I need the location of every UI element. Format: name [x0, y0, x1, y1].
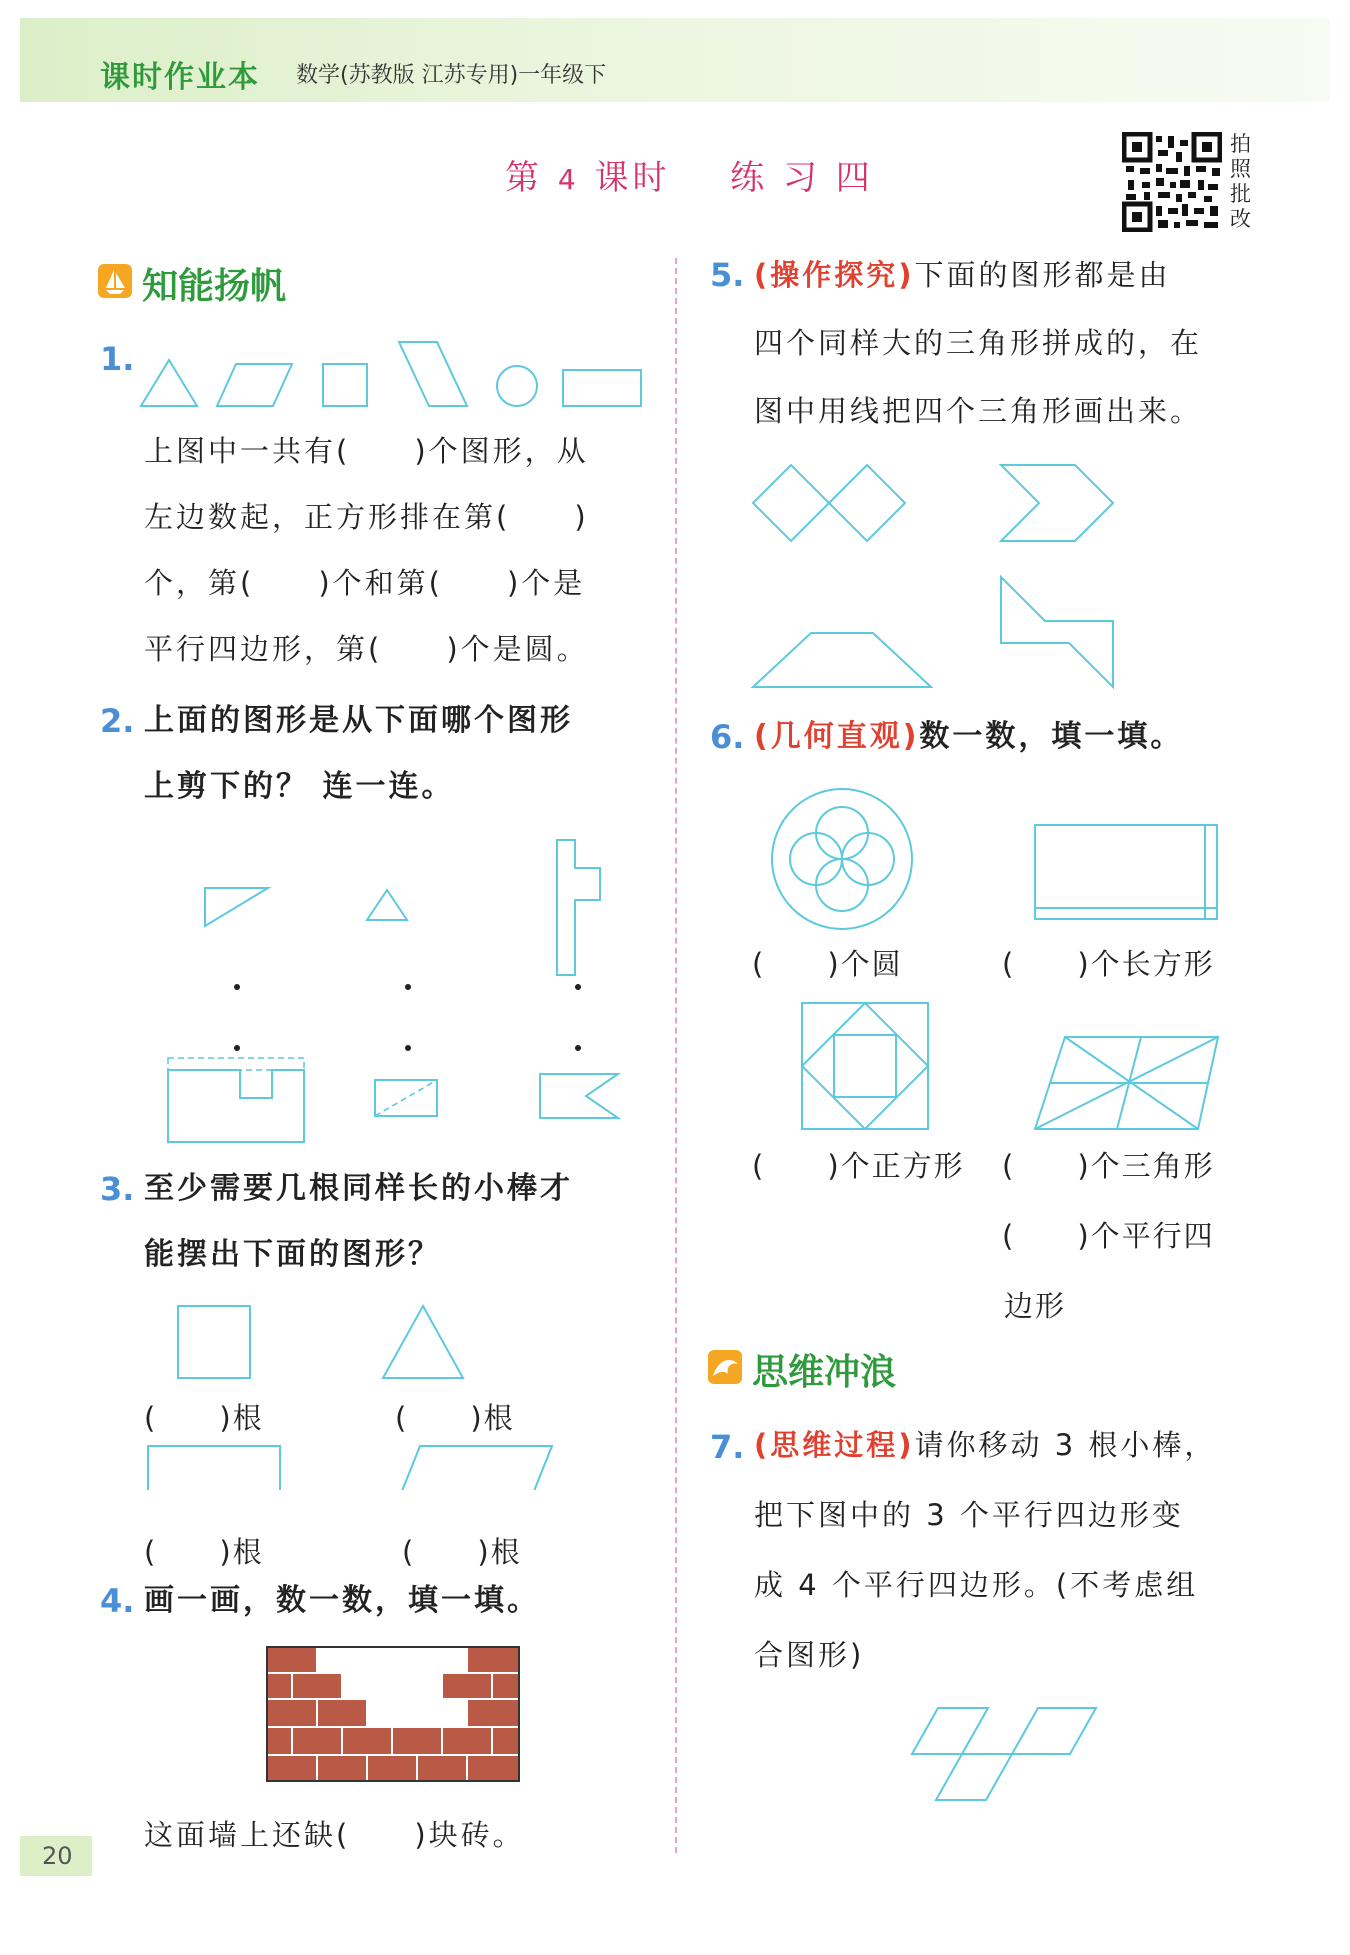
q5-diamond-right [829, 465, 905, 541]
q6-inner-circle [842, 833, 894, 885]
q5-diamond-left [753, 465, 829, 541]
q6-inner-circle [816, 807, 868, 859]
q3-parallelogram [396, 1446, 552, 1490]
q5-text-line-1-body: 下面的图形都是由 [914, 258, 1171, 292]
lesson-title [505, 150, 874, 199]
q1-text-line-3: 个，第( )个和第( )个是 [144, 566, 586, 600]
book-title: 课时作业本 [100, 60, 260, 95]
q4-text-line-1: 画一画，数一数，填一填。 [144, 1583, 540, 1618]
question-number: 5. [710, 256, 745, 294]
section-title-zhineng: 知能扬帆 [142, 266, 287, 307]
qr-label-char: 拍 [1230, 132, 1251, 156]
q1-square [323, 364, 367, 406]
q6-blank-triangle[interactable]: ( )个三角形 [1002, 1149, 1215, 1183]
lesson-name: 练 习 四 [730, 158, 874, 198]
q1-circle [497, 366, 537, 406]
sailboat-icon [98, 264, 132, 298]
question-number: 2. [100, 702, 135, 740]
q7-parallelogram-1 [912, 1708, 988, 1754]
qr-code-icon[interactable] [1122, 132, 1222, 232]
q5-zigzag [1001, 577, 1113, 687]
q6-inner-circle [790, 833, 842, 885]
q3-triangle [383, 1306, 463, 1378]
q1-shapes-figure [135, 338, 645, 412]
lesson-prefix: 第 [505, 158, 543, 198]
q6-tag: (几何直观) [754, 719, 920, 754]
q3-square [178, 1306, 250, 1378]
q2-dot [405, 1045, 411, 1051]
q6-text-line-1-body: 数一数，填一填。 [919, 719, 1184, 754]
q2-piece-right-triangle [205, 888, 268, 926]
q7-parallelogram-middle [962, 1708, 1038, 1754]
q6-inner-square [834, 1035, 896, 1097]
q5-text-line-1 [754, 242, 1171, 308]
column-divider [675, 258, 677, 1853]
book-subtitle: 数学(苏教版 江苏专用)一年级下 [296, 63, 607, 88]
q4-answer-line: 这面墙上还缺( )块砖。 [144, 1818, 525, 1852]
q2-dot [575, 1045, 581, 1051]
q3-blank-parallelogram[interactable]: ( )根 [402, 1535, 522, 1569]
q5-trapezoid [753, 633, 931, 687]
q5-text-line-3: 图中用线把四个三角形画出来。 [754, 394, 1203, 428]
wave-icon [708, 1350, 742, 1384]
question-number: 6. [710, 718, 745, 756]
q2-piece-notched-strip [557, 840, 600, 975]
qr-label-char: 改 [1230, 207, 1251, 231]
q2-shape-notched-rect [168, 1070, 304, 1142]
q5-triangle-figures [745, 455, 1125, 695]
page-number: 20 [42, 1842, 73, 1870]
q2-dot [234, 1045, 240, 1051]
qr-label-char: 照 [1230, 157, 1251, 181]
qr-label [1230, 132, 1254, 232]
q1-text-line-4: 平行四边形，第( )个是圆。 [144, 632, 589, 666]
question-number: 3. [100, 1170, 135, 1208]
q1-rectangle [563, 370, 641, 406]
q1-parallelogram-1 [217, 364, 292, 406]
q2-matching-figure [150, 830, 630, 1150]
q3-text-line-2: 能摆出下面的图形？ [144, 1237, 441, 1272]
q6-outer-square [802, 1003, 928, 1129]
q6-blank-circle[interactable]: ( )个圆 [752, 947, 903, 981]
q5-chevron [1001, 465, 1113, 541]
lesson-suffix: 课时 [594, 158, 671, 198]
q7-text-line-4: 合图形) [754, 1638, 865, 1672]
q3-blank-triangle[interactable]: ( )根 [395, 1401, 515, 1435]
q2-text-line-1: 上面的图形是从下面哪个图形 [144, 703, 573, 738]
q3-blank-square[interactable]: ( )根 [144, 1401, 264, 1435]
q3-text-line-1: 至少需要几根同样长的小棒才 [144, 1171, 573, 1206]
q2-dashed-diagonal [375, 1080, 437, 1116]
q7-parallelogram-2 [1012, 1708, 1096, 1754]
q2-piece-small-triangle [367, 890, 407, 920]
q1-text-line-2: 左边数起，正方形排在第( ) [144, 500, 589, 534]
section-title-siwei: 思维冲浪 [752, 1352, 897, 1393]
q2-dot [405, 984, 411, 990]
q7-text-line-1-body: 请你移动 3 根小棒， [914, 1428, 1217, 1462]
qr-label-char: 批 [1230, 182, 1251, 206]
question-number: 7. [710, 1428, 745, 1466]
q7-text-line-3: 成 4 个平行四边形。(不考虑组 [754, 1568, 1199, 1602]
q7-text-line-1 [754, 1412, 1216, 1478]
q2-shape-rect-notch [540, 1074, 618, 1118]
q7-tag: (思维过程) [754, 1428, 915, 1462]
q2-text-line-2: 上剪下的？ 连一连。 [144, 769, 455, 804]
q6-inner-circle [816, 859, 868, 911]
q2-dot [234, 984, 240, 990]
q1-triangle [141, 360, 197, 406]
q2-dot [575, 984, 581, 990]
q5-text-line-2: 四个同样大的三角形拼成的，在 [754, 326, 1203, 360]
q6-blank-parallelogram-cont: 边形 [1004, 1289, 1067, 1323]
q7-text-line-2: 把下图中的 3 个平行四边形变 [754, 1498, 1184, 1532]
q6-big-rectangle [1035, 825, 1217, 919]
q2-dashed-cutout [168, 1058, 304, 1070]
q3-rectangle [148, 1446, 280, 1490]
q3-stick-shapes-figure [140, 1300, 560, 1490]
q7-parallelogram-3 [936, 1754, 1012, 1800]
lesson-number: 4 [557, 163, 580, 196]
q6-blank-parallelogram[interactable]: ( )个平行四 [1002, 1219, 1215, 1253]
q6-blank-square[interactable]: ( )个正方形 [752, 1149, 965, 1183]
q1-text-line-1: 上图中一共有( )个图形，从 [144, 434, 589, 468]
q5-tag: (操作探究) [754, 258, 915, 292]
q7-stick-parallelograms [900, 1700, 1110, 1810]
q6-blank-rectangle[interactable]: ( )个长方形 [1002, 947, 1215, 981]
question-number: 1. [100, 340, 135, 378]
q3-blank-rectangle[interactable]: ( )根 [144, 1535, 264, 1569]
question-number: 4. [100, 1582, 135, 1620]
q6-diamond [802, 1003, 928, 1129]
q1-parallelogram-2 [399, 342, 467, 406]
q4-brick-wall-figure [265, 1645, 521, 1785]
q6-text-line-1 [754, 704, 1183, 770]
